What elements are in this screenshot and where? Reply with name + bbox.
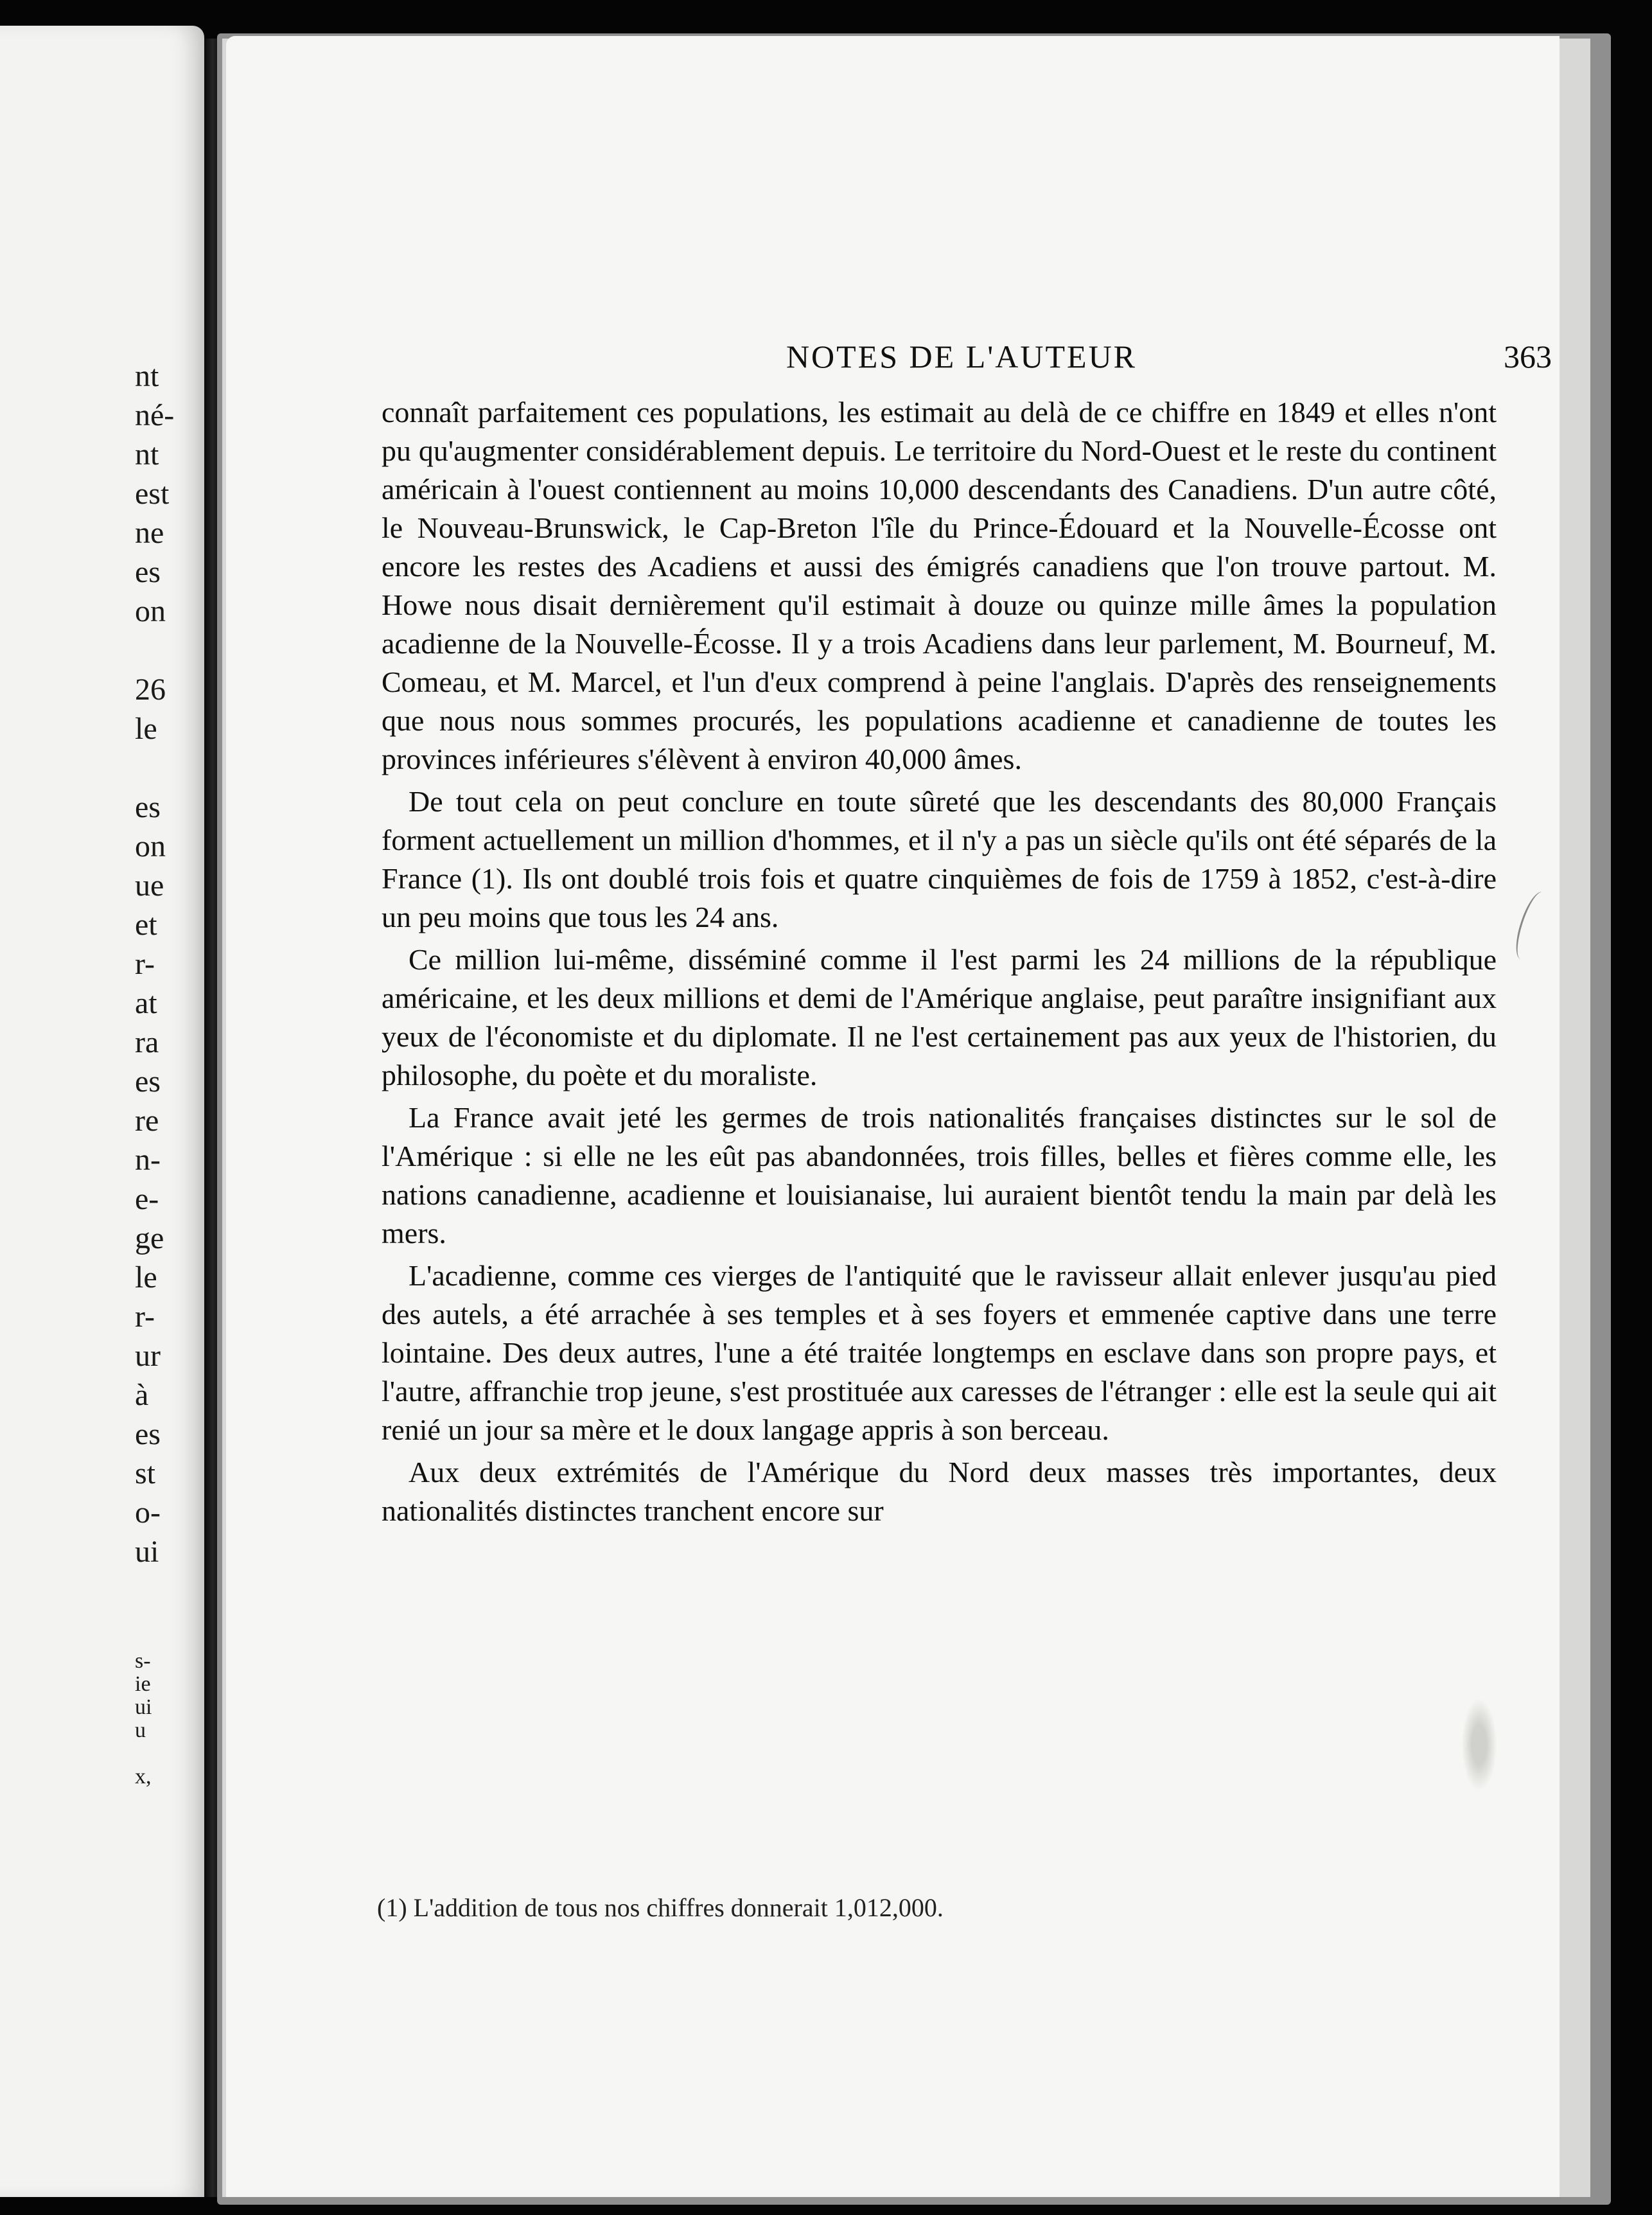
torn-page-edge bbox=[1462, 1700, 1497, 1790]
margin-gap bbox=[135, 631, 199, 670]
margin-fragment: ui bbox=[135, 1695, 152, 1719]
margin-fragment: r- bbox=[135, 947, 155, 981]
margin-fragment: à bbox=[135, 1378, 149, 1412]
margin-fragment: on bbox=[135, 594, 166, 628]
paragraph: connaît parfaitement ces populations, les estimait au delà de ce chiffre en 1849 et elles n'ont pu qu'augmenter considérablement depuis. Le territoire du Nord-Ouest et le reste du continent américain à l'ouest contiennent au moins 10,000 descendants des Canadiens. D'un autre côté, le Nouveau-Brunswick, le Cap-Breton l'île du Prince-Édouard et la Nouvelle-Écosse ont encore les restes des Acadiens et aussi des émigrés canadiens que l'on trouve partout. M. Howe nous disait dernièrement qu'il estimait à douze ou quinze mille âmes la population acadienne de la Nouvelle-Écosse. Il y a trois Acadiens dans leur parlement, M. Bourneuf, M. Comeau, et M. Marcel, et l'un d'eux comprend à peine l'anglais. D'après des renseignements que nous nous sommes procurés, les populations acadienne et canadienne de toutes les provinces inférieures s'élèvent à environ 40,000 âmes. bbox=[382, 396, 1497, 775]
running-title: NOTES DE L'AUTEUR bbox=[786, 339, 1138, 375]
margin-fragment: et bbox=[135, 908, 157, 942]
paragraph: Ce million lui-même, disséminé comme il l'est parmi les 24 millions de la république américaine, et les deux millions et demi de l'Amérique anglaise, peut paraître insignifiant aux yeux de l'économiste et du diplomate. Il ne l'est certainement pas aux yeux de l'historien, du philosophe, du poète et du moraliste. bbox=[382, 943, 1497, 1091]
margin-gap bbox=[135, 1571, 199, 1611]
margin-fragment: at bbox=[135, 986, 157, 1020]
margin-fragment: e- bbox=[135, 1182, 159, 1216]
footnote: (1) L'addition de tous nos chiffres donnerait 1,012,000. bbox=[377, 1893, 944, 1922]
left-page-margin-fragments bbox=[135, 357, 199, 1788]
margin-fragment: es bbox=[135, 555, 161, 589]
margin-fragment: st bbox=[135, 1456, 156, 1490]
margin-fragment: u bbox=[135, 1718, 146, 1742]
margin-fragment: es bbox=[135, 1417, 161, 1451]
margin-gap bbox=[135, 1611, 199, 1650]
margin-fragment: re bbox=[135, 1104, 159, 1138]
margin-fragment: nt bbox=[135, 359, 159, 393]
margin-fragment: ur bbox=[135, 1339, 161, 1373]
body-text bbox=[382, 393, 1497, 1534]
margin-fragment: o- bbox=[135, 1496, 161, 1530]
paragraph: L'acadienne, comme ces vierges de l'antiquité que le ravisseur allait enlever jusqu'au pied des autels, a été arrachée à ses temples et à ses foyers et emmenée captive dans une terre lointaine. Des deux autres, l'une a été traitée longtemps en esclave dans son propre pays, et l'autre, affranchie trop jeune, s'est prostituée aux caresses de l'étranger : elle est la seule qui ait renié un jour sa mère et le doux langage appris à son berceau. bbox=[382, 1259, 1497, 1446]
margin-fragment: ue bbox=[135, 869, 164, 903]
paragraph: Aux deux extrémités de l'Amérique du Nord deux masses très importantes, deux nationalités distinctes tranchent encore sur bbox=[382, 1456, 1497, 1527]
margin-fragment: s- bbox=[135, 1649, 151, 1673]
margin-fragment: nt bbox=[135, 437, 159, 472]
page-header bbox=[226, 338, 1560, 376]
margin-fragment: on bbox=[135, 829, 166, 863]
margin-fragment: x, bbox=[135, 1765, 152, 1788]
margin-fragment: ne bbox=[135, 516, 164, 550]
margin-fragment: ie bbox=[135, 1672, 151, 1696]
margin-fragment: n- bbox=[135, 1143, 161, 1177]
margin-fragment: le bbox=[135, 712, 157, 746]
paragraph: La France avait jeté les germes de trois nationalités françaises distinctes sur le sol de l'Amérique : si elle ne les eût pas abandonnées, trois filles, belles et fières comme elle, les nations canadienne, acadienne et louisianaise, lui auraient bientôt tendu la main par delà les mers. bbox=[382, 1101, 1497, 1249]
margin-fragment: r- bbox=[135, 1300, 155, 1334]
left-page bbox=[0, 26, 204, 2197]
margin-fragment: le bbox=[135, 1260, 157, 1294]
margin-fragment: ge bbox=[135, 1221, 164, 1255]
margin-fragment: ra bbox=[135, 1025, 159, 1059]
margin-fragment: est bbox=[135, 477, 170, 511]
margin-gap bbox=[135, 748, 199, 788]
margin-fragment: ui bbox=[135, 1535, 159, 1569]
margin-fragment: es bbox=[135, 1064, 161, 1099]
margin-fragment: 26 bbox=[135, 673, 166, 707]
right-page bbox=[226, 36, 1560, 2197]
margin-gap bbox=[135, 1742, 199, 1765]
margin-fragment: né- bbox=[135, 398, 175, 432]
page-number: 363 bbox=[1504, 339, 1552, 375]
paragraph: De tout cela on peut conclure en toute sûreté que les descendants des 80,000 Français forment actuellement un million d'hommes, et il n'y a pas un siècle qu'ils ont été séparés de la France (1). Ils ont doublé trois fois et quatre cinquièmes de fois de 1759 à 1852, c'est-à-dire un peu moins que tous les 24 ans. bbox=[382, 785, 1497, 933]
margin-pen-mark bbox=[1510, 888, 1553, 962]
margin-fragment: es bbox=[135, 790, 161, 824]
